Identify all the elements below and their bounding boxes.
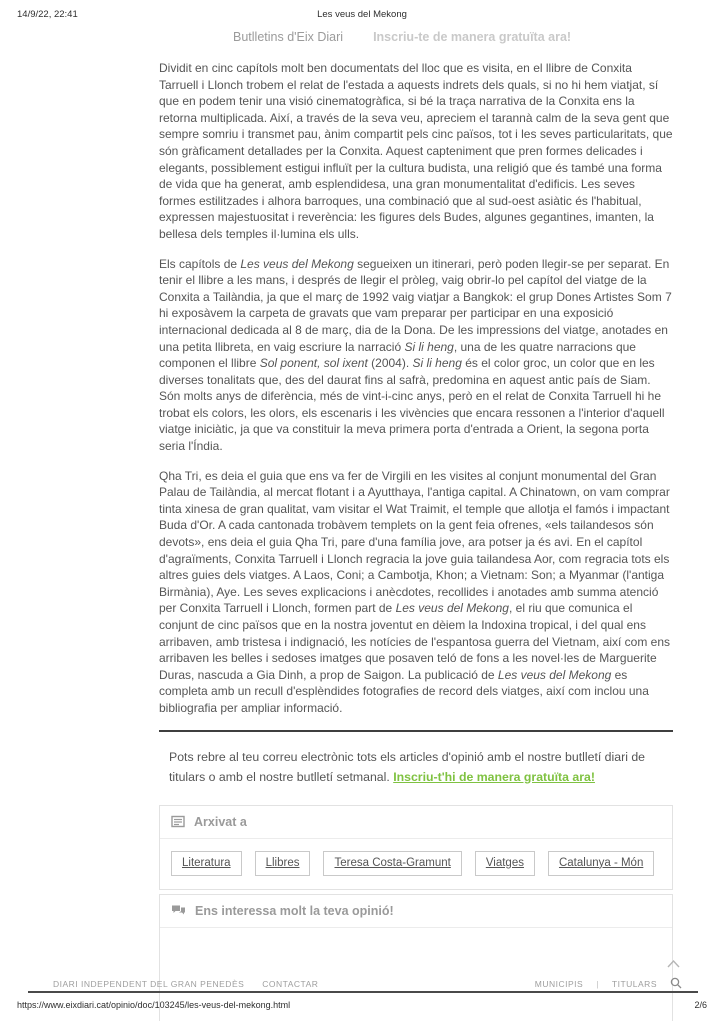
chevron-up-icon[interactable]	[666, 956, 681, 974]
article-body	[159, 60, 673, 717]
newsletter-topnav	[159, 30, 673, 44]
archived-title: Arxivat a	[194, 814, 247, 829]
footer-link-diari[interactable]: DIARI INDEPENDENT DEL GRAN PENEDÈS	[53, 979, 245, 989]
comments-header	[160, 895, 672, 928]
tag-link[interactable]: Viatges	[475, 851, 535, 876]
subscribe-top-link[interactable]: Inscriu-te de manera gratuïta ara!	[373, 30, 572, 44]
footer-separator: |	[596, 979, 599, 989]
footer-left-links	[53, 977, 318, 991]
print-header-spacer	[407, 9, 707, 20]
archive-icon	[171, 815, 185, 828]
tag-link[interactable]: Literatura	[171, 851, 242, 876]
print-header	[17, 9, 707, 20]
tag-link[interactable]: Llibres	[255, 851, 311, 876]
tag-list	[160, 839, 672, 889]
newsletter-subscribe-link[interactable]: Inscriu-t'hi de manera gratuïta ara!	[393, 769, 595, 784]
print-title: Les veus del Mekong	[317, 9, 407, 20]
footer-rule	[28, 991, 698, 993]
footer-right-links	[535, 977, 682, 991]
newsletter-callout	[159, 732, 673, 805]
print-footer	[17, 1000, 707, 1010]
print-page-number: 2/6	[694, 1000, 707, 1010]
tag-link[interactable]: Teresa Costa-Gramunt	[323, 851, 461, 876]
comments-title: Ens interessa molt la teva opinió!	[195, 903, 394, 918]
newsletter-text: Pots rebre al teu correu electrònic tots els articles d'opinió amb el nostre butlletí diari de titulars o amb el nostre butlletí setmanal.	[169, 749, 646, 784]
comments-icon	[171, 905, 186, 917]
tag-link[interactable]: Catalunya - Món	[548, 851, 654, 876]
article-paragraph: Dividit en cinc capítols molt ben documentats del lloc que es visita, en el llibre de Conxita Tarruell i Llonch trobem el relat de l'estada a aquests indrets dels quals, si no hi hem viatjat, sí que en podem tenir una visió cinematogràfica, si bé la traça narrativa de la Conxita ens la retorna multiplicada. Així, a través de la seva veu, apreciem el tarannà calm de la seva gent que sempre somriu i transmet pau, ànim compartit pels cinc països, tot i les seves particularitats, que són gràficament detallades per la Conxita. Aquest capteniment que pren formes delicades i elegants, possiblement estigui influït per la cultura budista, una religió que és també una forma de vida que ha generat, amb esplendidesa, una gran monumentalitat d'edificis. Les seves formes estilitzades i alhora barroques, una combinació que al sud-oest asiàtic és l'habitual, expressen majestuositat i reverència: les figures dels Budes, algunes gegantines, imanten, la bellesa dels temples il·lumina els ulls.	[159, 61, 673, 241]
search-icon[interactable]	[670, 977, 682, 991]
article-paragraph: Els capítols de Les veus del Mekong segueixen un itinerari, però poden llegir-se per separat. En tenir el llibre a les mans, i després de llegir el pròleg, vaig obrir-lo pel capítol del viatge de la Conxita a Tailàndia, ja que el març de 1992 vaig viatjar a Bangkok: el grup Dones Artistes Som 7 hi exposàvem la carpeta de gravats que vam preparar per participar en una exposició internacional dedicada al 8 de març, dia de la Dona. De les impressions del viatge, anotades en una petita llibreta, en vaig escriure la narració Si li heng, una de les quatre narracions que componen el llibre Sol ponent, sol ixent (2004). Si li heng és el color groc, un color que en les diverses tonalitats que, des del daurat fins al safrà, predomina en aquest antic país de Siam. Són molts anys de diferència, més de vint-i-cinc anys, però en el relat de Conxita Tarruell hi he trobat els colors, les olors, els escenaris i les vivències que encara ressonen a l'interior d'aquell viatge iniciàtic, ja que va constituir la meva primera porta d'entrada a Orient, la segona porta seria l'Índia.	[159, 256, 672, 454]
footer-link-titulars[interactable]: TITULARS	[611, 979, 657, 989]
print-url: https://www.eixdiari.cat/opinio/doc/103245/les-veus-del-mekong.html	[17, 1000, 291, 1010]
main-column	[159, 30, 673, 1023]
footer-link-municipis[interactable]: MUNICIPIS	[534, 979, 584, 989]
butlletins-link[interactable]: Butlletins d'Eix Diari	[233, 30, 344, 44]
print-datetime: 14/9/22, 22:41	[17, 9, 78, 20]
site-footer	[53, 977, 682, 991]
archived-box	[159, 805, 673, 890]
footer-link-contactar[interactable]: CONTACTAR	[262, 979, 319, 989]
article-paragraph: Qha Tri, es deia el guia que ens va fer de Virgili en les visites al conjunt monumental del Gran Palau de Tailàndia, al mercat flotant i a Ayutthaya, l'antiga capital. A Chinatown, on vam comprar tinta xinesa de gran qualitat, vam visitar el Wat Traimit, el temple que allotja el famós i impactant Buda d'Or. A cada cantonada trobàvem templets on la gent feia ofrenes, «els tailandesos són devots», ens deia el guia Qha Tri, pare d'una família jove, ara potser ja és avi. En el capítol d'agraïments, Conxita Tarruell i Llonch regracia la jove guia tailandesa Aor, com regracia tots els altres guies dels viatges. A Laos, Coni; a Cambotja, Khon; a Vietnam: Son; a Myanmar (l'antiga Birmània), Aye. Les seves explicacions i anècdotes, recollides i anotades amb summa atenció per Conxita Tarruell i Llonch, formen part de Les veus del Mekong, el riu que comunica el conjunt de cinc països que en la nostra joventut en dèiem la Indoxina tropical, i del qual ens arribaven, amb tristesa i indignació, les notícies de l'espantosa guerra del Vietnam, així com ens arribaven les belles i sedoses imatges que posaven teló de fons a les novel·les de Marguerite Duras, nascuda a Gia Dinh, a prop de Saigon. La publicació de Les veus del Mekong es completa amb un recull d'esplèndides fotografies de record dels viatges, així com inclou una bibliografia per ampliar informació.	[159, 468, 671, 715]
archived-header	[160, 806, 672, 839]
